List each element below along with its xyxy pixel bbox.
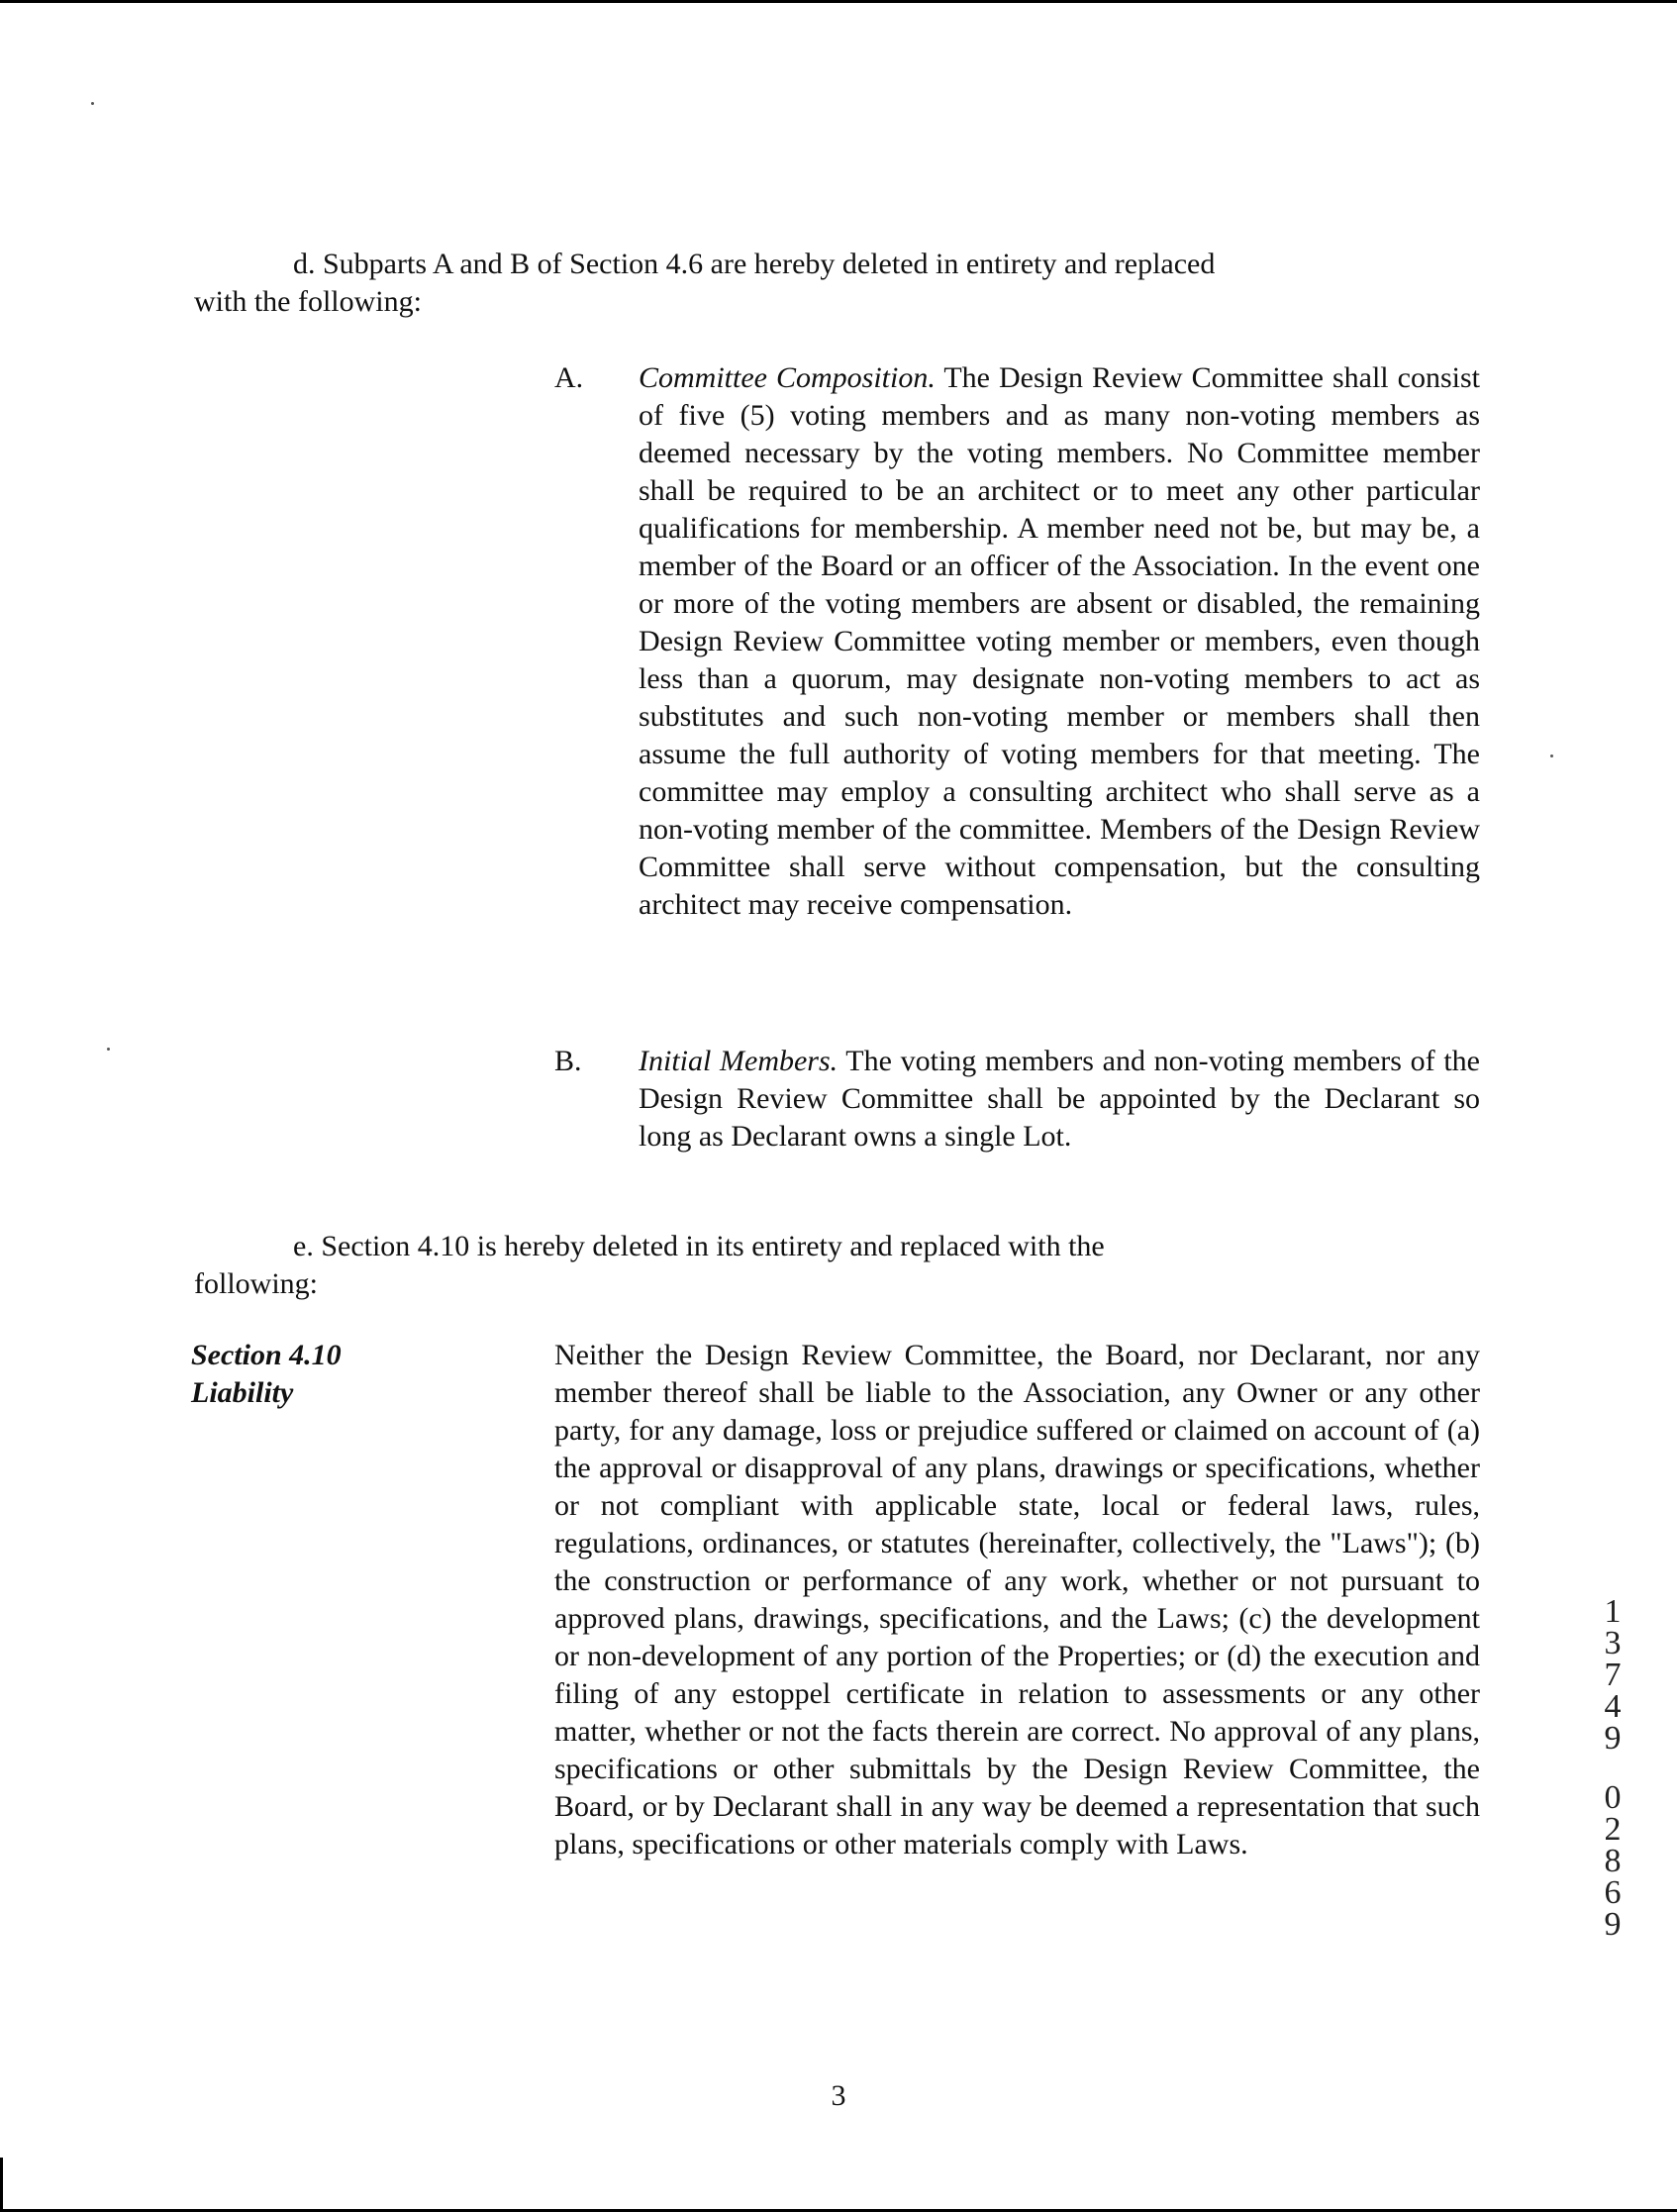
intro-paragraph-e (194, 1228, 1382, 1303)
subpart-b-title: Initial Members. (639, 1045, 838, 1077)
scan-speck (1550, 754, 1553, 757)
section-name: Liability (191, 1376, 294, 1409)
page-number: 3 (831, 2079, 846, 2112)
scan-speck (91, 102, 94, 105)
bates-digit: 9 (1604, 1906, 1622, 1943)
bates-digit: 1 (1604, 1593, 1622, 1630)
subpart-a-label: A. (554, 361, 584, 394)
scan-speck (107, 1048, 110, 1051)
page-left-mark (0, 2158, 3, 2212)
section-title: Section 4.10 (191, 1339, 342, 1371)
bates-number (1596, 1593, 1629, 1943)
subpart-a-text: The Design Review Committee shall consist of five (5) voting members and as many non-voting members as deemed necessary by the voting members. No Committee member shall be required to be an architect or to meet any other particular qualifications for membership. A member need not be, but may be, a member of the Board or an officer of the Association. In the event one or more of the voting members are absent or disabled, the remaining Design Review Committee voting member or members, even though less than a quorum, may designate non-voting members to act as substitutes and such non-voting member or members shall then assume the full authority of voting members for that meeting. The committee may employ a consulting architect who shall serve as a non-voting member of the committee. Members of the Design Review Committee shall serve without compensation, but the consulting architect may receive compensation. (639, 361, 1480, 921)
bates-digit: 0 (1604, 1779, 1622, 1816)
bates-digit: 3 (1604, 1625, 1622, 1661)
bates-digit: 4 (1604, 1688, 1622, 1725)
subpart-b-text: The voting members and non-voting members of the Design Review Committee shall be appointed by the Declarant so long as Declarant owns a single Lot. (639, 1045, 1480, 1153)
intro-d-rest: with the following: (194, 285, 422, 318)
bates-digit: 2 (1604, 1811, 1622, 1848)
bates-digit: 6 (1604, 1874, 1622, 1911)
subpart-b-label: B. (554, 1045, 582, 1077)
subpart-b-paragraph (639, 1043, 1480, 1156)
bates-digit: 9 (1604, 1720, 1622, 1757)
section-body: Neither the Design Review Committee, the Board, nor Declarant, nor any member thereof shall be liable to the Association, any Owner or any other party, for any damage, loss or prejudice suffered or claimed on account of (a) the approval or disapproval of any plans, drawings or specifications, whether or not compliant with applicable state, local or federal laws, rules, regulations, ordinances, or statutes (hereinafter, collectively, the "Laws"); (b) the construction or performance of any work, whether or not pursuant to approved plans, drawings, specifications, and the Laws; (c) the development or non-development of any portion of the Properties; or (d) the execution and filing of any estoppel certificate in relation to assessments or any other matter, whether or not the facts therein are correct. No approval of any plans, specifications or other submittals by the Design Review Committee, the Board, or by Declarant shall in any way be deemed a representation that such plans, specifications or other materials comply with Laws. (554, 1339, 1480, 1860)
intro-e-rest: following: (194, 1267, 318, 1300)
intro-e-lead: e. Section 4.10 is hereby deleted in its entirety and replaced with the (293, 1230, 1105, 1262)
subpart-a-title: Committee Composition. (639, 361, 936, 394)
subpart-a-paragraph (639, 359, 1480, 924)
page-top-border (0, 0, 1677, 3)
bates-digit: 7 (1604, 1657, 1622, 1693)
intro-d-lead: d. Subparts A and B of Section 4.6 are hereby deleted in entirety and replaced (293, 248, 1216, 280)
intro-paragraph-d (194, 246, 1481, 321)
bates-digit: 8 (1604, 1843, 1622, 1879)
